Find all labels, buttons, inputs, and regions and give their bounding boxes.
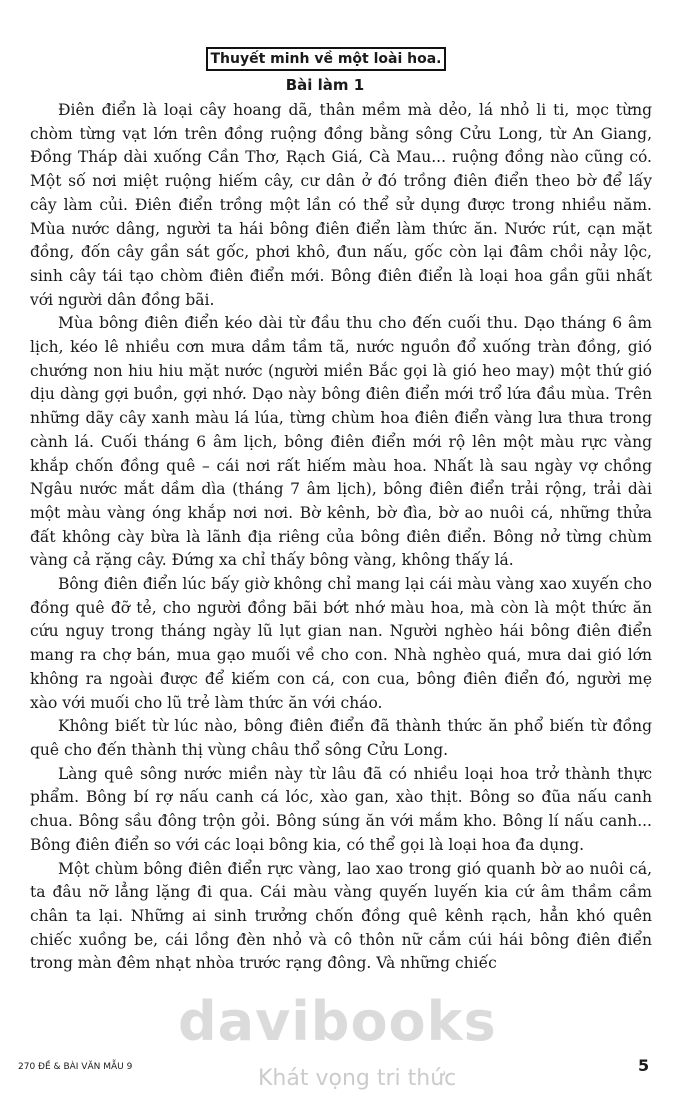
paragraph: Một chùm bông điên điển rực vàng, lao xao trong gió quanh bờ ao nuôi cá, ta đâu nỡ lẳng lặng đi qua. Cái màu vàng quyến luyến kia cứ âm thầm cầm chân ta lại. Những ai sinh trưởng chốn đồng quê kênh rạch, hẳn khó quên chiếc xuồng be, cái lồng đèn nhỏ và cô thôn nữ cắm cúi hái bông điên điển trong màn đêm nhạt nhòa trước rạng đông. Và những chiếc — [30, 859, 652, 973]
assignment-title: Thuyết minh về một loài hoa. — [206, 47, 446, 71]
footer-book-title: 270 ĐỀ & BÀI VĂN MẪU 9 — [18, 1062, 133, 1072]
paragraph: Không biết từ lúc nào, bông điên điển đã thành thức ăn phổ biến từ đồng quê cho đến thành thị vùng châu thổ sông Cửu Long. — [30, 717, 652, 759]
essay-body — [30, 99, 652, 976]
paragraph: Điên điển là loại cây hoang dã, thân mềm mà dẻo, lá nhỏ li ti, mọc từng chòm từng vạt lớn trên đồng ruộng đồng bằng sông Cửu Long, từ An Giang, Đồng Tháp dài xuống Cần Thơ, Rạch Giá, Cà Mau... ruộng đồng nào cũng có. Một số nơi miệt ruộng hiếm cây, cư dân ở đó trồng điên điển theo bờ để lấy cây làm củi. Điên điển trồng một lần có thể sử dụng được trong nhiều năm. Mùa nước dâng, người ta hái bông điên điển làm thức ăn. Nước rút, cạn mặt đồng, đốn cây gần sát gốc, phơi khô, đun nấu, gốc còn lại đâm chồi nảy lộc, sinh cây tái tạo chòm điên điển mới. Bông điên điển là loại hoa gần gũi nhất với người dân đồng bãi. — [30, 101, 652, 309]
paragraph: Mùa bông điên điển kéo dài từ đầu thu cho đến cuối thu. Dạo tháng 6 âm lịch, kéo lê nhiều cơn mưa dầm tầm tã, nước nguồn đổ xuống tràn đồng, gió chướng non hiu hiu mặt nước (người miền Bắc gọi là gió heo may) một thứ gió dịu dàng gợi buồn, gợi nhớ. Dạo này bông điên điển mới trổ lứa đầu mùa. Trên những dãy cây xanh màu lá lúa, từng chùm hoa điên điển vàng lưa thưa trong cành lá. Cuối tháng 6 âm lịch, bông điên điển mới rộ lên một màu rực vàng khắp chốn đồng quê – cái nơi rất hiếm màu hoa. Nhất là sau ngày vợ chồng Ngâu nước mắt dầm dìa (tháng 7 âm lịch), bông điên điển trải rộng, trải dài một màu vàng óng khắp nơi nơi. Bờ kênh, bờ đìa, bờ ao nuôi cá, những thửa đất không cày bừa là lãnh địa riêng của bông điên điển. Bông nở từng chùm vàng cả rặng cây. Đứng xa chỉ thấy bông vàng, không thấy lá. — [30, 314, 652, 570]
paragraph: Làng quê sông nước miền này từ lâu đã có nhiều loại hoa trở thành thực phẩm. Bông bí rợ nấu canh cá lóc, xào gan, xào thịt. Bông so đũa nấu canh chua. Bông sầu đông trộn gỏi. Bông súng ăn với mắm kho. Bông lí nấu canh... Bông điên điển so với các loại bông kia, có thể gọi là loại hoa đa dụng. — [30, 764, 652, 854]
watermark-brand: davibooks — [178, 990, 497, 1053]
paragraph: Bông điên điển lúc bấy giờ không chỉ mang lại cái màu vàng xao xuyến cho đồng quê đỡ tẻ, cho người đồng bãi bớt nhớ màu hoa, mà còn là một thức ăn cứu nguy trong tháng ngày lũ lụt gian nan. Người nghèo hái bông điên điển mang ra chợ bán, mua gạo muối về cho con. Nhà nghèo quá, mưa dai gió lớn không ra ngoài được để kiếm con cá, con cua, bông điên điển đó, người mẹ xào với muối cho lũ trẻ làm thức ăn với cháo. — [30, 575, 652, 712]
essay-subtitle: Bài làm 1 — [285, 76, 365, 94]
watermark-tagline: Khát vọng tri thức — [258, 1066, 457, 1091]
page-number: 5 — [638, 1056, 650, 1075]
